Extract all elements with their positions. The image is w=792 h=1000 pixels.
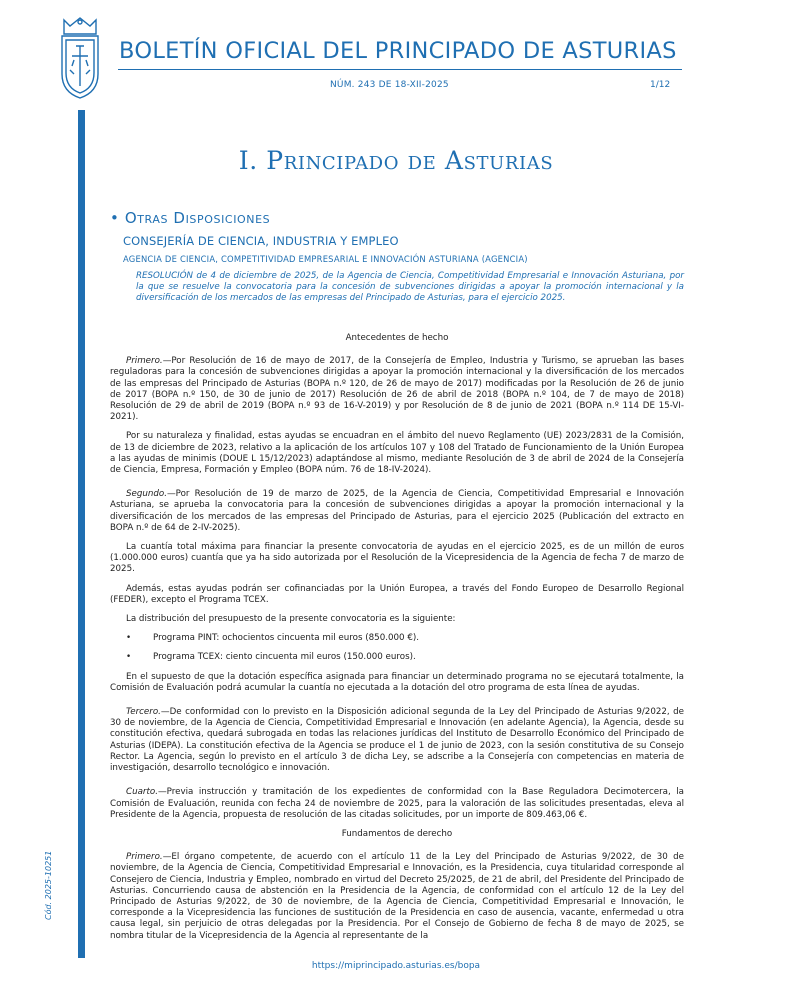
paragraph-text: —Por Resolución de 16 de mayo de 2017, de la Consejería de Empleo, Industria y Turismo, se aprueban las bases reguladoras para la concesión de subvenciones dirigidas a apoyar la promoción internacional y la diversificación de los mercados de las empresas del Principado de Asturias (BOPA n.º 120, de 26 de mayo de 2017) modificadas por la Resolución de 26 de junio de 2017 (BOPA n.º 150, de 30 de junio de 2017) Resolución de 26 de abril de 2018 (BOPA n.º 104, de 7 de mayo de 2018) Resolución de 29 de abril de 2019 (BOPA n.º 93 de 16-V-2019) y por Resolución de 8 de junio de 2021 (BOPA n.º 114 DE 15-VI-2021). <box>110 356 684 423</box>
list-item <box>110 652 684 663</box>
label-fundamento-primero: Primero. <box>126 852 163 863</box>
asturias-coat-of-arms-icon <box>56 16 104 100</box>
label-tercero: Tercero. <box>126 707 161 718</box>
footer-link[interactable]: https://miprincipado.asturias.es/bopa <box>311 961 481 971</box>
heading-fundamentos: Fundamentos de derecho <box>341 828 453 839</box>
paragraph-text: —Por Resolución de 19 de marzo de 2025, de la Agencia de Ciencia, Competitividad Empresarial e Innovación Asturiana, se aprueba la convocatoria para la concesión de subvenciones dirigidas a apoyar la promoción internacional y la diversificación de los mercados de las empresas del Principado de Asturias, para el ejercicio 2025 (Publicación del extracto en BOPA n.º de 64 de 2-IV-2025). <box>110 489 684 533</box>
paragraph-text: —El órgano competente, de acuerdo con el artículo 11 de la Ley del Principado de Asturias 9/2022, de 30 de noviembre, de la Agencia de Ciencia, Competitividad Empresarial e Innovación, es la Presidencia, cuya titularidad corresponde al Consejero de Ciencia, Industria y Empleo, nombrado en virtud del Decreto 25/2025, de 21 de abril, del Presidente del Principado de Asturias. Concurriendo causa de abstención en la Presidencia de la Agencia, de conformidad con el artículo 12 de la Ley del Principado de Asturias 9/2022, de 30 de noviembre, de la Agencia de Ciencia, Competitividad Empresarial e Innovación, le corresponde a la Vicepresidencia las funciones de sustitución de la Presidencia en caso de ausencia, vacante, enfermedad u otra causa legal, sin perjuicio de otras delegadas por la Presidencia. Por el Consejo de Gobierno de fecha 8 de mayo de 2025, se nombra titular de la Vicepresidencia de la Agencia al representante de la <box>110 852 684 941</box>
document-body <box>110 333 684 942</box>
list-item <box>110 633 684 644</box>
bullet-icon: • <box>126 652 132 663</box>
label-primero: Primero. <box>126 356 163 367</box>
paragraph-tercero <box>110 707 684 774</box>
label-segundo: Segundo. <box>126 489 167 500</box>
issue-number: NÚM. 243 DE 18-XII-2025 <box>330 80 449 90</box>
paragraph-naturaleza: Por su naturaleza y finalidad, estas ayudas se encuadran en el ámbito del nuevo Reglamento (UE) 2023/2831 de la Comisión, de 13 de diciembre de 2023, relativo a la aplicación de los artículos 107 y 108 del Tratado de Funcionamiento de la Unión Europea a las ayudas de minimis (DOUE L 15/12/2023) adaptándose al mismo, mediante Resolución de 3 de abril de 2024 de la Consejería de Ciencia, Empresa, Formación y Empleo (BOPA núm. 76 de 18-IV-2024). <box>110 431 684 476</box>
page-number: 1/12 <box>650 80 671 90</box>
consejeria-name: CONSEJERÍA DE CIENCIA, INDUSTRIA Y EMPLEO <box>123 234 399 248</box>
subsection-title: • Otras Disposiciones <box>110 209 271 227</box>
paragraph-fundamento-primero <box>110 852 684 942</box>
paragraph-cuarto <box>110 787 684 821</box>
paragraph-segundo <box>110 489 684 534</box>
paragraph-distribucion: La distribución del presupuesto de la presente convocatoria es la siguiente: <box>126 614 456 625</box>
bulletin-masthead: BOLETÍN OFICIAL DEL PRINCIPADO DE ASTURIAS <box>119 38 677 64</box>
resolution-summary: RESOLUCIÓN de 4 de diciembre de 2025, de la Agencia de Ciencia, Competitividad Empresarial e Innovación Asturiana, por la que se resuelve la convocatoria para la concesión de subvenciones dirigidas a apoyar la promoción internacional y la diversificación de los mercados de las empresas del Principado de Asturias, para el ejercicio 2025. <box>136 271 684 304</box>
label-cuarto: Cuarto. <box>126 787 158 798</box>
paragraph-cuantia: La cuantía total máxima para financiar la presente convocatoria de ayudas en el ejercicio 2025, es de un millón de euros (1.000.000 euros) cuantía que ya ha sido autorizada por el Resolución de la Vicepresidencia de la Agencia de fecha 7 de marzo de 2025. <box>110 542 684 575</box>
paragraph-primero <box>110 356 684 423</box>
list-item-text: Programa TCEX: ciento cincuenta mil euros (150.000 euros). <box>153 652 416 663</box>
list-item-text: Programa PINT: ochocientos cincuenta mil euros (850.000 €). <box>153 633 420 644</box>
paragraph-text: —Previa instrucción y tramitación de los expedientes de conformidad con la Base Reguladora Decimotercera, la Comisión de Evaluación, reunida con fecha 24 de noviembre de 2025, para la valoración de las solicitudes presentadas, eleva al Presidente de la Agencia, propuesta de resolución de las citadas solicitudes, por un importe de 809.463,06 €. <box>110 787 684 820</box>
paragraph-supuesto: En el supuesto de que la dotación específica asignada para financiar un determinado programa no se ejecutará totalmente, la Comisión de Evaluación podrá acumular la cuantía no ejecutada a la dotación del otro programa de esta línea de ayudas. <box>110 671 684 693</box>
paragraph-text: —De conformidad con lo previsto en la Disposición adicional segunda de la Ley del Principado de Asturias 9/2022, de 30 de noviembre, de la Agencia de Ciencia, Competitividad Empresarial e Innovación (en adelante Agencia), la Agencia, desde su constitución efectiva, quedará subrogada en todas las relaciones jurídicas del Instituto de Desarrollo Económico del Principado de Asturias (IDEPA). La constitución efectiva de la Agencia se produce el 1 de junio de 2023, con la sesión constitutiva de su Consejo Rector. La Agencia, según lo previsto en el artículo 3 de dicha Ley, se adscribe a la Consejería con competencias en materia de investigación, desarrollo tecnológico e innovación. <box>110 707 684 774</box>
masthead-divider <box>118 69 682 70</box>
agencia-name: AGENCIA DE CIENCIA, COMPETITIVIDAD EMPRESARIAL E INNOVACIÓN ASTURIANA (AGENCIA) <box>123 254 528 264</box>
paragraph-feder: Además, estas ayudas podrán ser cofinanciadas por la Unión Europea, a través del Fondo Europeo de Desarrollo Regional (FEDER), excepto el Programa TCEX. <box>110 583 684 605</box>
document-code: Cód. 2025-10251 <box>44 850 53 920</box>
sidebar-bar <box>78 110 85 958</box>
section-title: I. Principado de Asturias <box>238 146 554 175</box>
bullet-icon: • <box>126 633 132 644</box>
heading-antecedentes: Antecedentes de hecho <box>345 333 449 343</box>
